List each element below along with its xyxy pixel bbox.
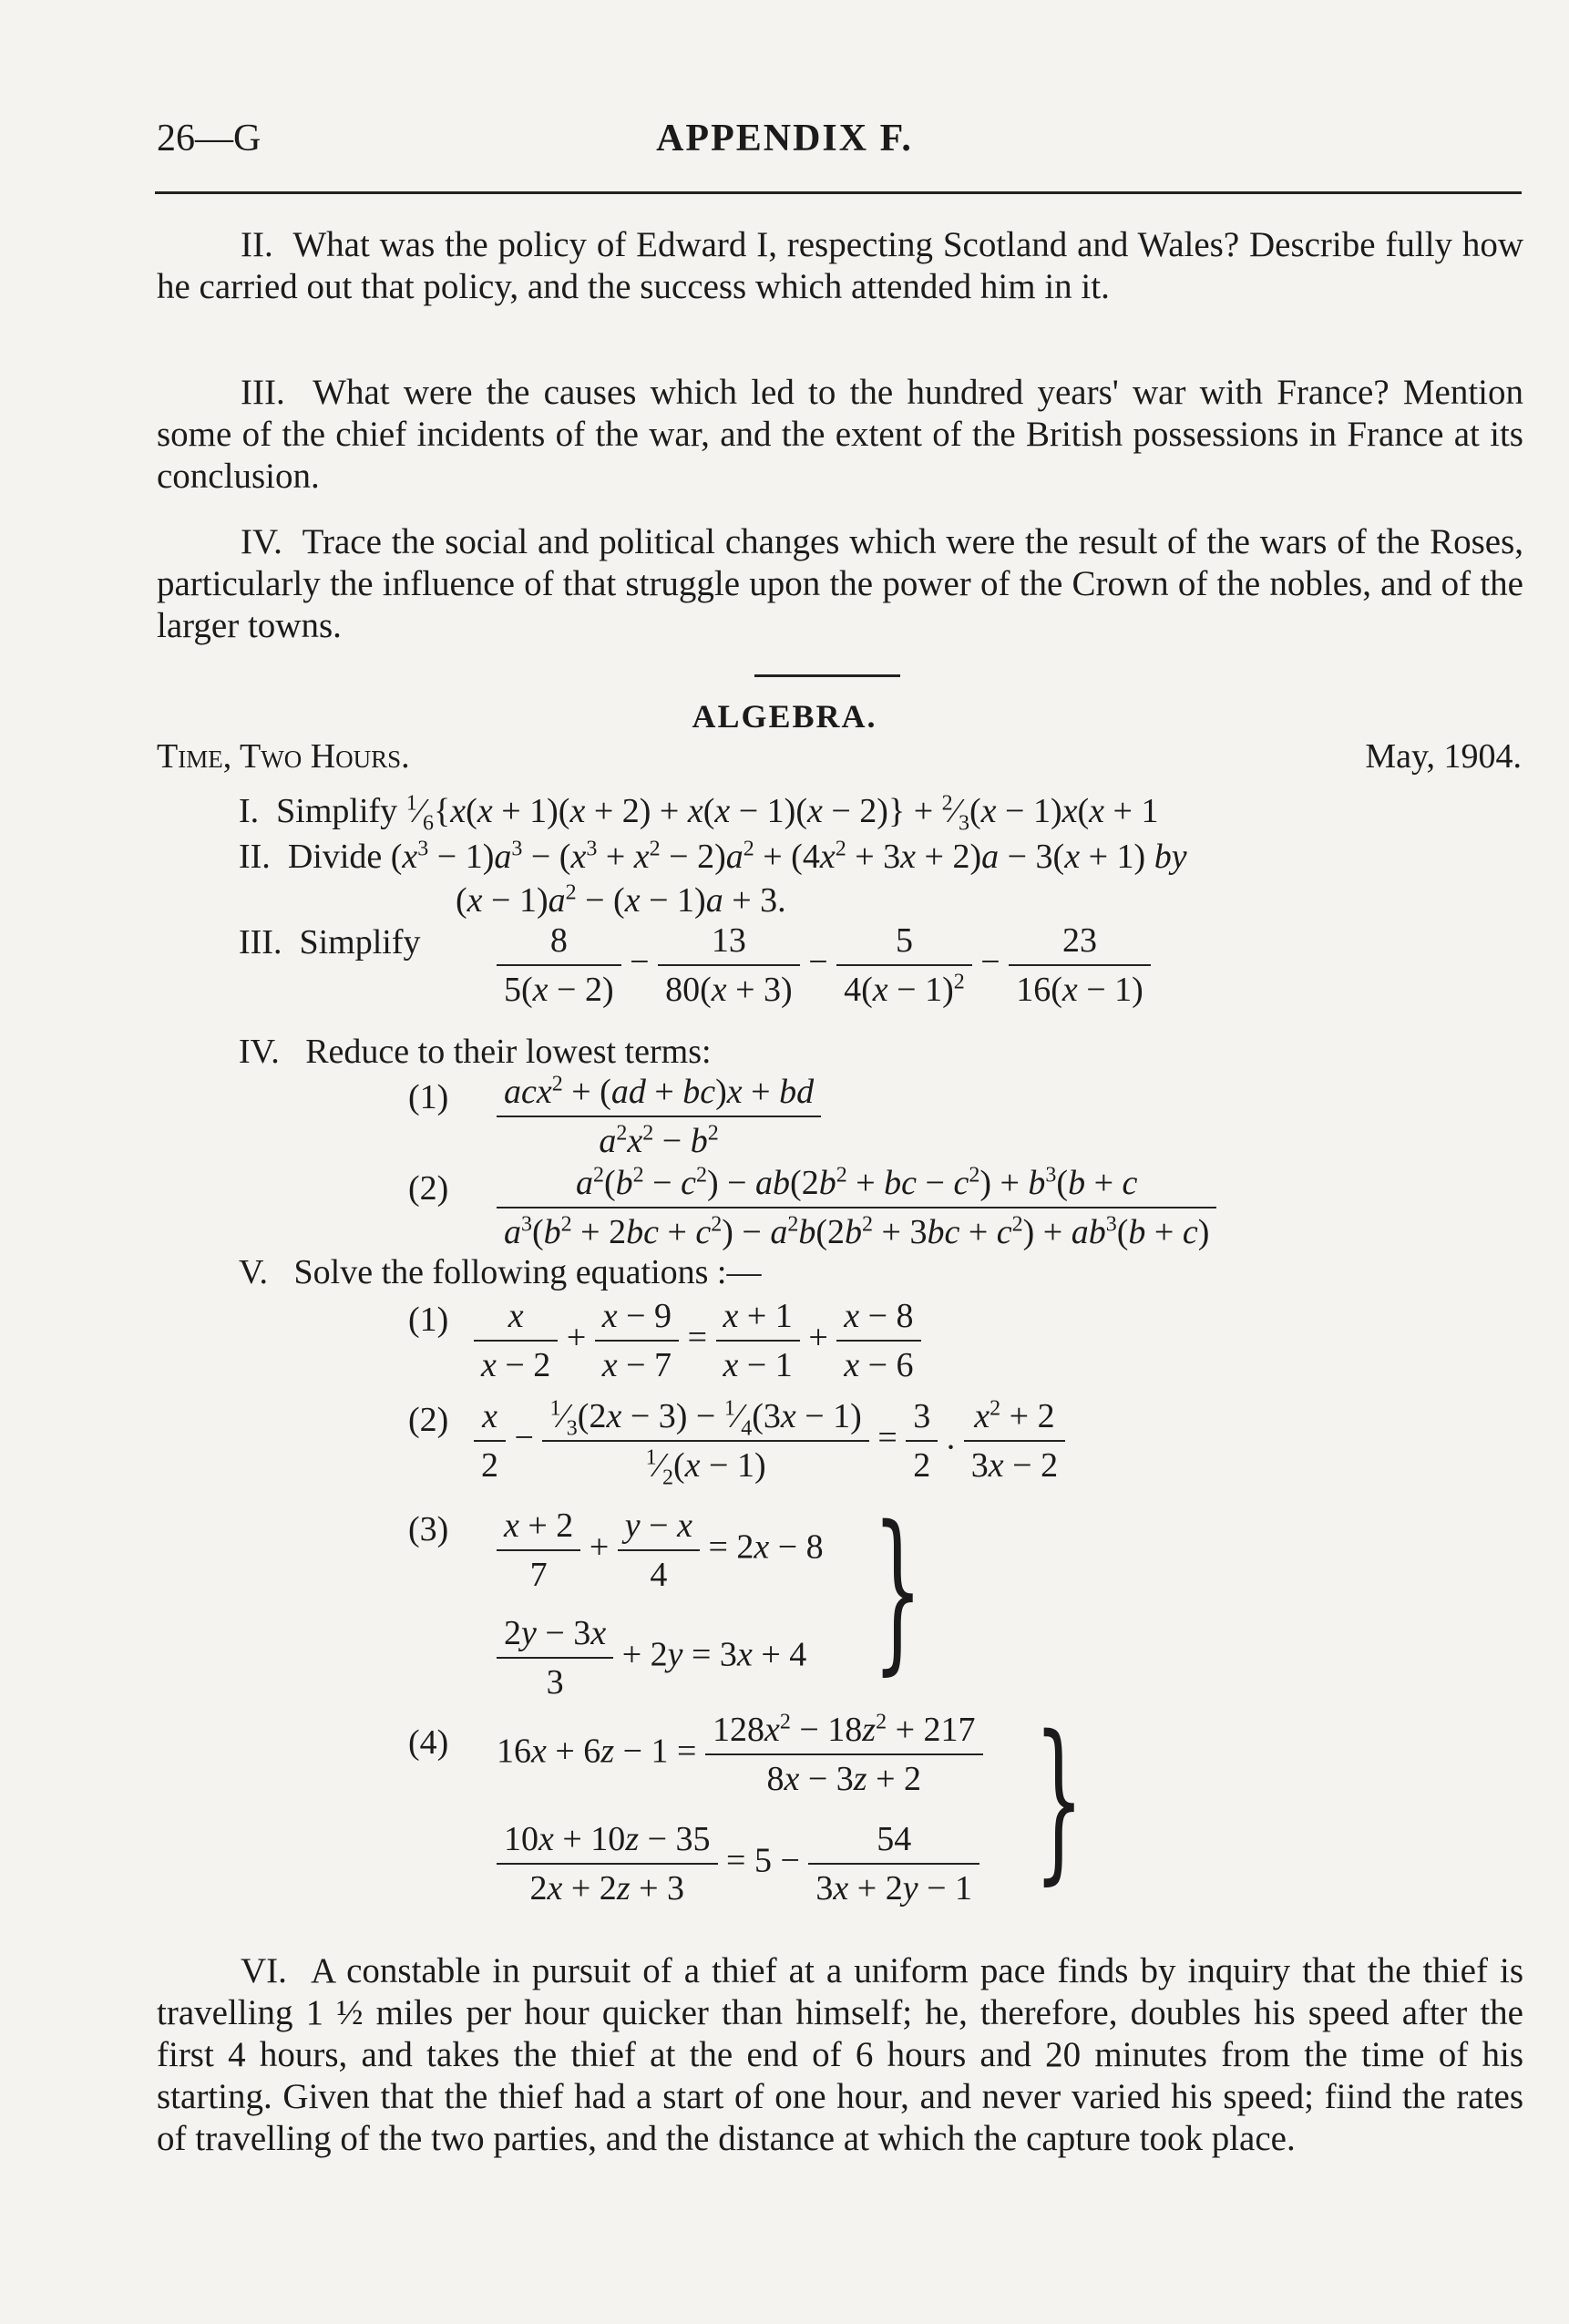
equation: $\frac{10x + 10z - 35}{2x + 2z + 3}$ = 5 − $\frac{54}{3x + 2y - 1}$ <box>497 1819 979 1908</box>
question-number: III. <box>241 373 285 412</box>
history-question-2 <box>157 224 1523 308</box>
algebra-question-3 <box>239 922 421 962</box>
question-number: II. <box>241 225 273 264</box>
expression: $\frac{8}{5(x - 2)}$ − $\frac{13}{80(x + 3)}$ − $\frac{5}{4(x - 1)^2}$ − $\frac{23}{16(x - 1)}$ <box>497 920 1151 1010</box>
question-number: III. <box>239 923 282 961</box>
section-title: ALGEBRA. <box>692 698 877 735</box>
fraction: $\frac{x - 9}{x - 7}$ <box>595 1296 679 1385</box>
equation: $\frac{x + 2}{7}$ + $\frac{y - x}{4}$ = 2x − 8 <box>497 1506 824 1595</box>
fraction: $\frac{x + 2}{7}$ <box>497 1506 580 1595</box>
question-number: I. <box>239 792 260 830</box>
subpart-number: (1) <box>408 1078 449 1116</box>
algebra-question-2 <box>239 837 1187 877</box>
equation: $\frac{x}{x - 2}$ + $\frac{x - 9}{x - 7}$ = $\frac{x + 1}{x - 1}$ + $\frac{x - 8}{x - 6}$ <box>474 1296 921 1385</box>
subpart-number: (2) <box>408 1169 449 1208</box>
fraction: $\frac{8}{5(x - 2)}$ <box>497 920 621 1010</box>
expression: $^1⁄_6\{x(x + 1)(x + 2) + x(x - 1)(x - 2)\}$ + $^2⁄_3(x - 1)x(x + 1$ <box>405 791 1159 836</box>
subpart-number: (2) <box>408 1401 449 1439</box>
subpart-number: (3) <box>408 1510 449 1548</box>
question-label: Reduce to their lowest terms: <box>305 1033 712 1071</box>
fraction: $\frac{x}{x - 2}$ <box>474 1296 558 1385</box>
fraction: $\frac{128x^2 - 18z^2 + 217}{8x - 3z + 2}$ <box>705 1710 983 1799</box>
algebra-question-4 <box>239 1032 712 1072</box>
question-label: Solve the following equations :— <box>293 1253 762 1291</box>
history-question-4 <box>157 521 1523 647</box>
fraction: $\frac{a^2(b^2 - c^2) - ab(2b^2 + bc - c^2) + b^3(b + c}{a^3(b^2 + 2bc + c^2) - a^2b(2b^2 + 3bc + c^2) + ab^3(b + c)}$ <box>497 1163 1216 1252</box>
question-text: What were the causes which led to the hundred years' war with France? Mention some of the chief incidents of the war, and the extent of the British possessions in France at its conclusion. <box>157 373 1524 496</box>
question-number: II. <box>239 838 271 876</box>
expression <box>497 1163 1216 1252</box>
fraction: $\frac{^1⁄_3(2x - 3) - ^1⁄_4(3x - 1)}{^1⁄_2(x - 1)}$ <box>542 1396 868 1486</box>
question-number: IV. <box>241 522 282 561</box>
algebra-question-5 <box>239 1252 762 1292</box>
system-brace: } <box>1034 1699 1084 1900</box>
question-number: IV. <box>239 1033 280 1071</box>
header-rule <box>155 191 1522 194</box>
question-text: A constable in pursuit of a thief at a uniform pace finds by inquiry that the thief is travelling 1 ½ miles per hour quicker than himself; he, therefore, doubles his speed after the first 4 hours, and takes the thief at the end of 6 hours and 20 minutes from the time of his starting. Given that the thief had a start of one hour, and never varied his speed; fiind the rates of travelling of the two parties, and the distance at which the capture took place. <box>157 1951 1524 2158</box>
question-number: V. <box>239 1253 269 1291</box>
algebra-question-6 <box>157 1950 1523 2160</box>
subpart-number: (1) <box>408 1301 449 1339</box>
fraction: $\frac{54}{3x + 2y - 1}$ <box>808 1819 979 1908</box>
fraction: $\frac{y - x}{4}$ <box>618 1506 700 1595</box>
fraction: $\frac{x + 1}{x - 1}$ <box>716 1296 800 1385</box>
fraction: $\frac{2y - 3x}{3}$ <box>497 1613 613 1702</box>
time-allowed: Time, Two Hours. <box>157 737 410 776</box>
fraction: $\frac{x^2 + 2}{3x - 2}$ <box>964 1396 1065 1486</box>
fraction: $\frac{5}{4(x - 1)^2}$ <box>836 920 972 1010</box>
fraction: $\frac{23}{16(x - 1)}$ <box>1009 920 1151 1010</box>
expression: $(x^3 - 1)a^3 - (x^3 + x^2 - 2)a^2 + (4x^2 + 3x + 2)a - 3(x + 1)$ by <box>390 837 1187 876</box>
section-divider <box>754 674 900 677</box>
question-number: VI. <box>241 1951 287 1990</box>
algebra-question-1 <box>239 791 1159 836</box>
page-number: 26—G <box>157 118 262 159</box>
question-label: Simplify <box>299 923 421 961</box>
fraction: $\frac{13}{80(x + 3)}$ <box>658 920 800 1010</box>
fraction: $\frac{10x + 10z - 35}{2x + 2z + 3}$ <box>497 1819 718 1908</box>
equation: $\frac{x}{2}$ − $\frac{^1⁄_3(2x - 3) - ^1⁄_4(3x - 1)}{^1⁄_2(x - 1)}$ = $\frac{3}{2}$ . $\frac{x^2 + 2}{3x - 2}$ <box>474 1396 1065 1486</box>
equation: $\frac{2y - 3x}{3}$ + 2y = 3x + 4 <box>497 1613 806 1702</box>
history-question-3 <box>157 372 1523 498</box>
page-title: APPENDIX F. <box>656 118 913 159</box>
system-brace: } <box>873 1489 923 1691</box>
equation: 16x + 6z − 1 = $\frac{128x^2 - 18z^2 + 217}{8x - 3z + 2}$ <box>497 1710 983 1799</box>
expression-divisor: $(x - 1)a^2 - (x - 1)a + 3$. <box>456 880 786 920</box>
subpart-number: (4) <box>408 1723 449 1762</box>
exam-date: May, 1904. <box>1365 737 1522 776</box>
fraction: $\frac{acx^2 + (ad + bc)x + bd}{a^2x^2 - b^2}$ <box>497 1072 821 1161</box>
fraction: $\frac{x}{2}$ <box>474 1396 506 1486</box>
question-label: Divide <box>287 838 383 876</box>
expression <box>497 1072 821 1161</box>
fraction: $\frac{x - 8}{x - 6}$ <box>836 1296 920 1385</box>
question-label: Simplify <box>276 792 398 830</box>
question-text: What was the policy of Edward I, respecting Scotland and Wales? Describe fully how he carried out that policy, and the success which attended him in it. <box>157 225 1523 306</box>
question-text: Trace the social and political changes which were the result of the wars of the Roses, particularly the influence of that struggle upon the power of the Crown of the nobles, and of the larger towns. <box>157 522 1524 645</box>
fraction: $\frac{3}{2}$ <box>906 1396 938 1486</box>
